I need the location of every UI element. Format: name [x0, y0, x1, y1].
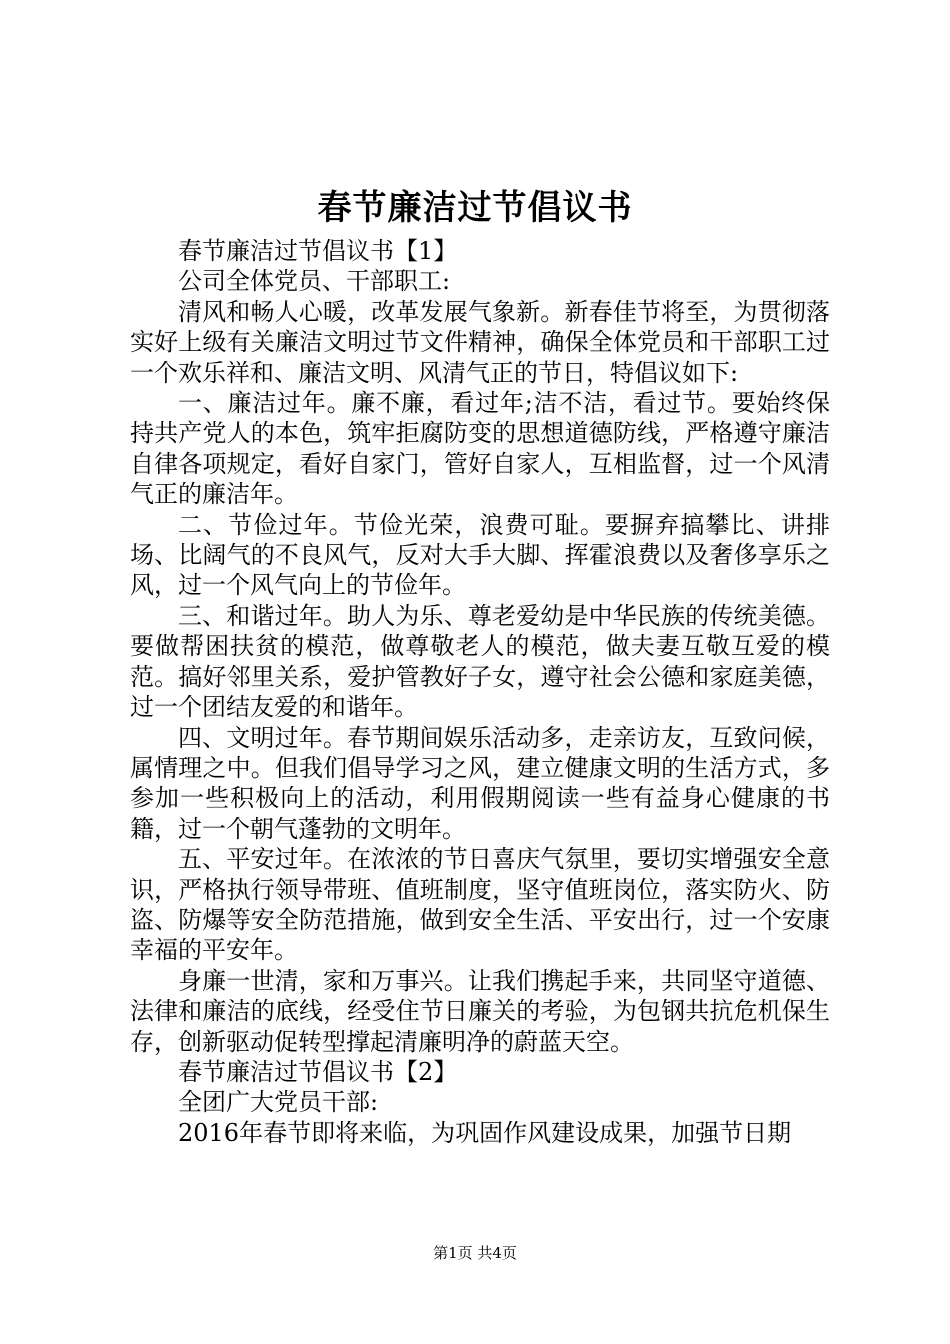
item-paragraph-1: 一、廉洁过年。廉不廉，看过年;洁不洁，看过节。要始终保持共产党人的本色，筑牢拒腐防变的思想道德防线，严格遵守廉洁自律各项规定，看好自家门，管好自家人，互相监督，过一个风清气正的廉洁年。	[130, 389, 830, 509]
section-heading-1: 春节廉洁过节倡议书【1】	[178, 237, 458, 265]
item-paragraph-2: 二、节俭过年。节俭光荣，浪费可耻。要摒弃搞攀比、讲排场、比阔气的不良风气，反对大手大脚、挥霍浪费以及奢侈享乐之风，过一个风气向上的节俭年。	[130, 510, 830, 600]
salutation-1: 公司全体党员、干部职工:	[178, 267, 451, 296]
salutation-2: 全团广大党员干部:	[178, 1088, 379, 1117]
item-paragraph-4: 四、文明过年。春节期间娱乐活动多，走亲访友，互致问候，属情理之中。但我们倡导学习之风，建立健康文明的生活方式，多参加一些积极向上的活动，利用假期阅读一些有益身心健康的书籍，过一个朝气蓬勃的文明年。	[130, 723, 830, 843]
item-paragraph-3: 三、和谐过年。助人为乐、尊老爱幼是中华民族的传统美德。要做帮困扶贫的模范，做尊敬老人的模范，做夫妻互敬互爱的模范。搞好邻里关系，爱护管教好子女，遵守社会公德和家庭美德，过一个团结友爱的和谐年。	[130, 601, 830, 722]
section-heading-2: 春节廉洁过节倡议书【2】	[178, 1057, 458, 1086]
intro-paragraph: 清风和畅人心暖，改革发展气象新。新春佳节将至，为贯彻落实好上级有关廉洁文明过节文件精神，确保全体党员和干部职工过一个欢乐祥和、廉洁文明、风清气正的节日，特倡议如下:	[130, 297, 830, 387]
page-footer: 第1页 共4页	[433, 1244, 517, 1262]
item-paragraph-5: 五、平安过年。在浓浓的节日喜庆气氛里，要切实增强安全意识，严格执行领导带班、值班制度，坚守值班岗位，落实防火、防盗、防爆等安全防范措施，做到安全生活、平安出行，过一个安康幸福的平安年。	[130, 845, 830, 965]
document-body	[130, 236, 830, 1148]
document-title: 春节廉洁过节倡议书	[317, 188, 633, 228]
closing-paragraph: 身廉一世清，家和万事兴。让我们携起手来，共同坚守道德、法律和廉洁的底线，经受住节日廉关的考验，为包钢共抗危机保生存，创新驱动促转型撑起清廉明净的蔚蓝天空。	[130, 966, 830, 1056]
opening-paragraph-2: 2016年春节即将来临，为巩固作风建设成果，加强节日期	[178, 1118, 792, 1147]
